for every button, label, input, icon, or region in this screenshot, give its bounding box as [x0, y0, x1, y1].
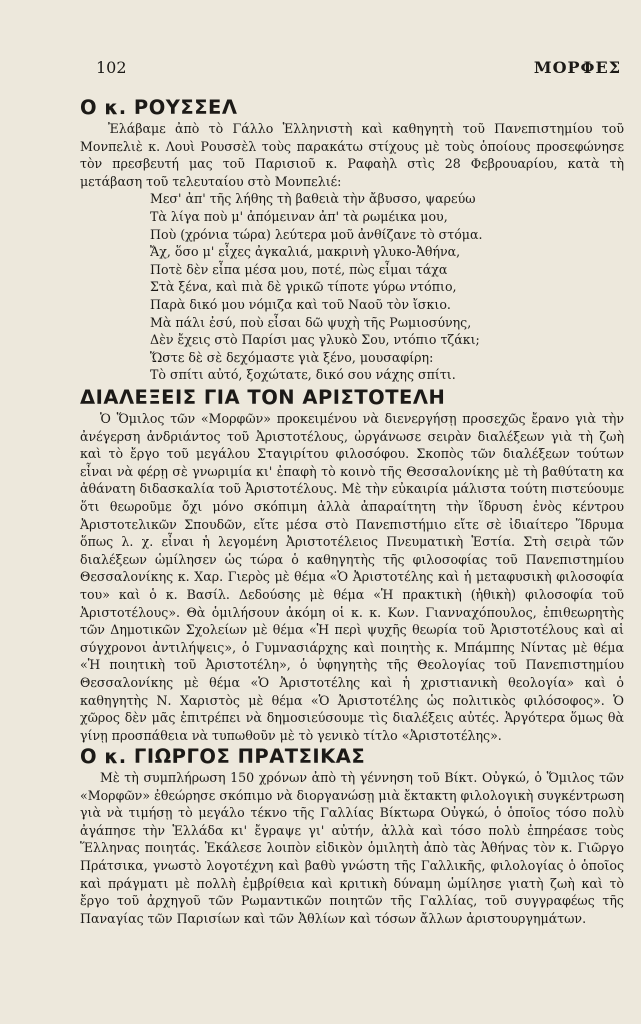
section-heading: Ο κ. ΡΟΥΣΣΕΛ: [80, 96, 238, 119]
section-body: Μὲ τὴ συμπλήρωση 150 χρόνων ἀπὸ τὴ γέννηση τοῦ Βίκτ. Οὐγκώ, ὁ Ὅμιλος τῶν «Μορφῶν» ἐθεώρησε σκόπιμο νὰ διοργανώσῃ μιὰ ἔκτακτη φιλολογικὴ συγκέντρωση γιὰ νὰ τιμήσῃ τὸ μεγάλο τέκνο τῆς Γαλλίας Βίκτωρα Οὐγκώ, ὁ ὁποῖος τόσο πολὺ ἀγάπησε τὴν Ἑλλάδα κι' ἔγραψε γι' αὐτήν, ἀλλὰ καὶ τόσο πολὺ ἐπηρέασε τοὺς Ἕλληνας ποιητάς. Ἐκάλεσε λοιπὸν εἰδικὸν ὁμιλητὴ ἀπὸ τὰς Ἀθήνας τὸν κ. Γιῶργο Πράτσικα, γνωστὸ λογοτέχνη καὶ βαθὺ γνώστη τῆς Γαλλικῆς, φιλολογίας ὁ ὁποῖος καὶ πράγματι μὲ πολλὴ ἐμβρίθεια καὶ κριτικὴ δύναμη ὡμίλησε γιατὴ ζωὴ καὶ τὸ ἔργο τοῦ ἀρχηγοῦ τῶν Ρωμαντικῶν ποιητῶν τῆς Γαλλίας, τοῦ συγγραφέως τῆς Παναγίας τῶν Παρισίων καὶ τῶν Ἀθλίων καὶ τόσων ἄλλων ἀριστουργημάτων.: [80, 770, 624, 926]
poem-line: Τὸ σπίτι αὐτό, ξοχώτατε, δικό σου νάχης σπίτι.: [150, 367, 456, 383]
poem-line: Ποτὲ δὲν εἶπα μέσα μου, ποτέ, πὼς εἶμαι τάχα: [150, 261, 448, 277]
section-body: Ὁ Ὅμιλος τῶν «Μορφῶν» προκειμένου νὰ διενεργήσῃ προσεχῶς ἔρανο γιὰ τὴν ἀνέγερση ἀνδριάντος τοῦ Ἀριστοτέλους, ὠργάνωσε σειρὰν διαλέξεων γιὰ τὴ ζωὴ καὶ τὸ ἔργο τοῦ μεγάλου Σταγιρίτου φιλοσόφου. Σκοπὸς τῶν διαλέξεων τούτων εἶναι νὰ φέρῃ σὲ γνωριμία κι' ἐπαφὴ τὸ κοινὸ τῆς Θεσσαλονίκης μὲ τὴ βαθύτατη κα ἀθάνατη διδασκαλία τοῦ Ἀριστοτέλους. Μὲ τὴν εὐκαιρία μάλιστα τούτη πιστεύουμε ὅτι θεωροῦμε ὄχι μόνο σκόπιμη ἀλλὰ ἀπαραίτητη τὴν ἵδρυση ἑνὸς κέντρου Ἀριστοτελικῶν Σπουδῶν, εἴτε μέσα στὸ Πανεπιστήμιο εἴτε σὲ ἰδιαίτερο Ἵδρυμα ὅπως λ. χ. εἶναι ἡ λεγομένη Ἀριστοτέλειος Πνευματικὴ Ἑστία. Στὴ σειρὰ τῶν διαλέξεων ὡμίλησεν ὡς τώρα ὁ καθηγητὴς τῆς φιλοσοφίας τοῦ Πανεπιστημίου Θεσσαλονίκης κ. Χαρ. Γιερὸς μὲ θέμα «Ὁ Ἀριστοτέλης καὶ ἡ μεταφυσικὴ φιλοσοφία του» καὶ ὁ κ. Βασίλ. Δεδούσης μὲ θέμα «Ἡ πρακτικὴ (ἠθικὴ) φιλοσοφία τοῦ Ἀριστοτέλους». Θὰ ὁμιλήσουν ἀκόμη οἱ κ. κ. Κων. Γιανναχόπουλος, ἐπιθεωρητὴς τῶν Δημοτικῶν Σχολείων μὲ θέμα «Ἡ περὶ ψυχῆς θεωρία τοῦ Ἀριστοτέλους καὶ αἱ σύγχρονοι ἀντιλήψεις», ὁ Γυμνασιάρχης καὶ ποιητὴς κ. Μπάμπης Νίντας μὲ θέμα «Ἡ ποιητικὴ τοῦ Ἀριστοτέλη», ὁ ὑφηγητὴς τῆς Θεολογίας τοῦ Πανεπιστημίου Θεσσαλονίκης μὲ θέμα «Ὁ Ἀριστοτέλης καὶ ἡ χριστιανικὴ θεολογία» καὶ ὁ καθηγητὴς Ν. Χαριστὸς μὲ θέμα «Ὁ Ἀριστοτέλης ὡς πολιτικὸς φιλόσοφος». Ὁ χῶρος δὲν μᾶς ἐπιτρέπει νὰ δημοσιεύσουμε τὶς διαλέξεις αὐτές. Ἀργότερα ὅμως θὰ γίνῃ προσπάθεια νὰ τυπωθοῦν μὲ τὸ γενικὸ τίτλο «Ἀριστοτέλης».: [80, 411, 624, 743]
poem-line: Στὰ ξένα, καὶ πιὰ δὲ γρικῶ τίποτε γύρω ντόπιο,: [150, 279, 457, 295]
poem-line: Τὰ λίγα ποὺ μ' ἀπόμειναν ἀπ' τὰ ρωμέικα μου,: [150, 208, 448, 224]
page-number: 102: [96, 58, 127, 77]
section-heading: Ο κ. ΓΙΩΡΓΟΣ ΠΡΑΤΣΙΚΑΣ: [80, 745, 366, 768]
section-heading: ΔΙΑΛΕΞΕΙΣ ΓΙΑ ΤΟΝ ΑΡΙΣΤΟΤΕΛΗ: [80, 386, 446, 409]
poem-line: Δὲν ἔχεις στὸ Παρίσι μας γλυκὸ Σου, ντόπιο τζάκι;: [150, 332, 480, 348]
section-intro: Ἐλάβαμε ἀπὸ τὸ Γάλλο Ἑλληνιστὴ καὶ καθηγητὴ τοῦ Πανεπιστημίου τοῦ Μονπελιὲ κ. Λουὶ Ρουσσὲλ τοὺς παρακάτω στίχους μὲ τοὺς ὁποίους προσεφώνησε τὸν πρεσβευτή μας τοῦ Παρισιοῦ κ. Ραφαὴλ στὶς 28 Φεβρουαρίου, κατὰ τὴ μετάβαση τοῦ τελευταίου στὸ Μονπελιέ:: [80, 121, 624, 189]
poem-line: Παρὰ δικό μου νόμιζα καὶ τοῦ Ναοῦ τὸν ἴσκιο.: [150, 296, 451, 312]
page-header: [92, 58, 621, 80]
section-roussel: [80, 96, 624, 384]
poem-line: Ποὺ (χρόνια τώρα) λεύτερα μοῦ ἀνθίζανε τὸ στόμα.: [150, 226, 483, 242]
poem-line: Ἄχ, ὅσο μ' εἶχες ἀγκαλιά, μακρινὴ γλυκο-Ἀθήνα,: [150, 244, 461, 260]
poem-line: Μὰ πάλι ἐσύ, ποὺ εἶσαι δῶ ψυχὴ τῆς Ρωμιοσύνης,: [150, 314, 472, 330]
section-pratsikas: [80, 745, 624, 927]
section-aristotle-lectures: [80, 386, 624, 744]
running-title: ΜΟΡΦΕΣ: [533, 58, 621, 77]
poem-line: Μεσ' ἀπ' τῆς λήθης τὴ βαθειὰ τὴν ἄβυσσο, ψαρεύω: [150, 191, 476, 207]
poem: [80, 190, 624, 384]
poem-line: Ὥστε δὲ σὲ δεχόμαστε γιὰ ξένο, μουσαφίρη:: [150, 349, 434, 365]
